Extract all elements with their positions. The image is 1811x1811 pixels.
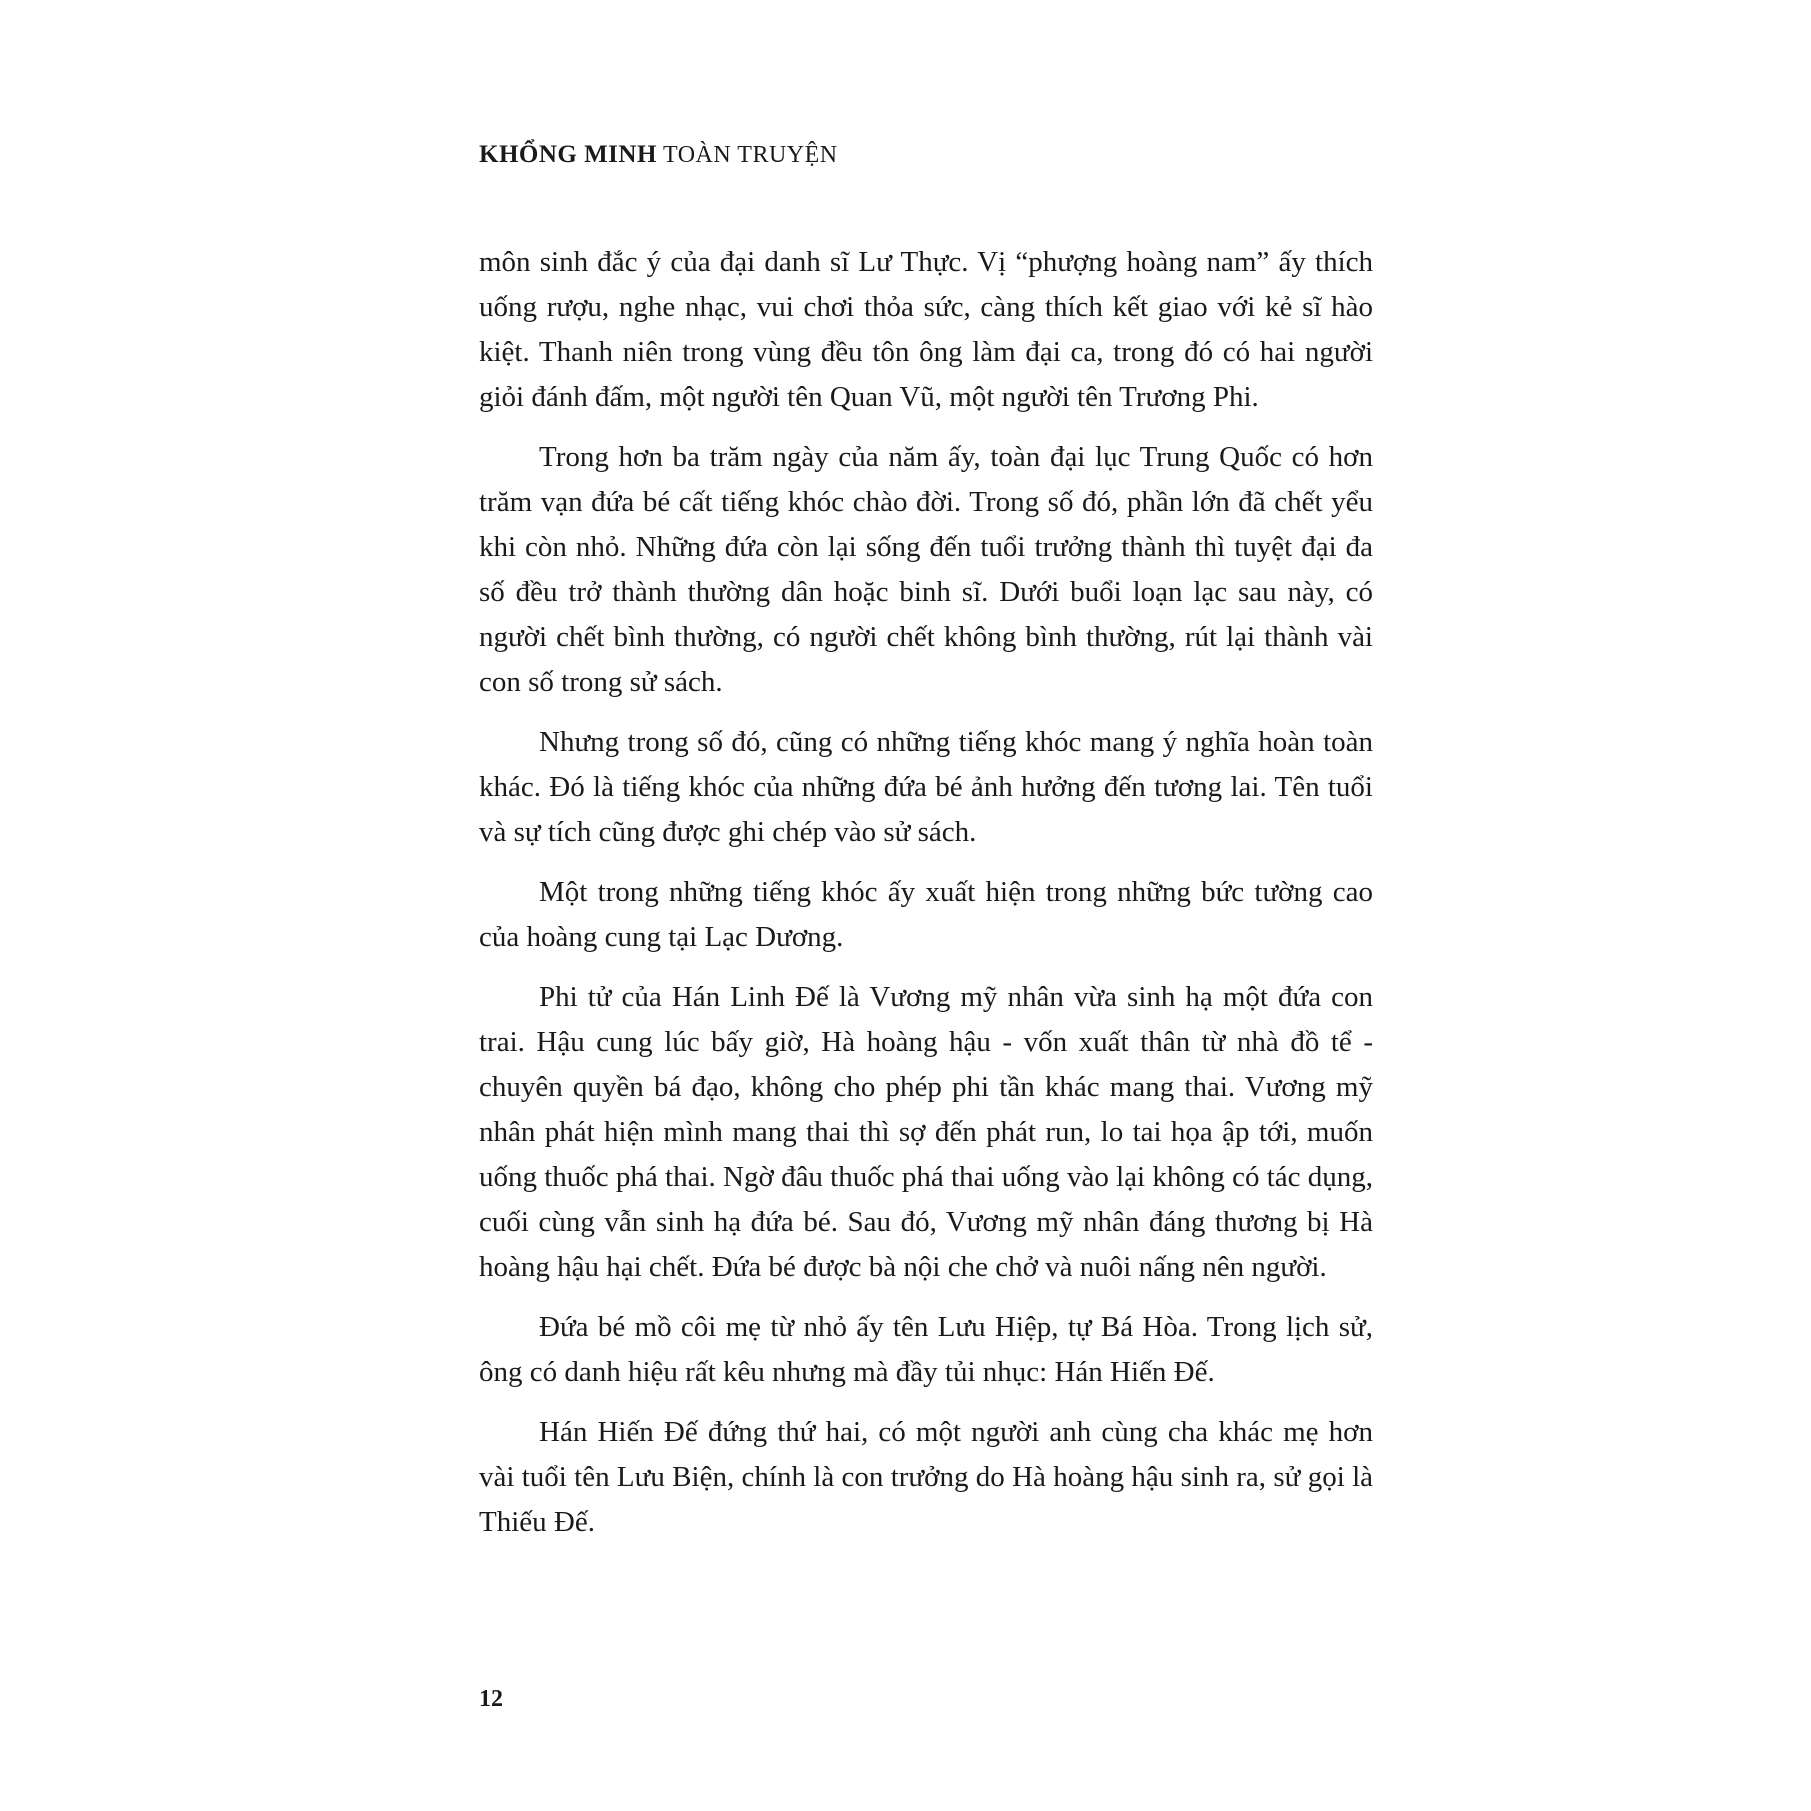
- running-head: [479, 140, 838, 170]
- paragraph-continued: môn sinh đắc ý của đại danh sĩ Lư Thực. Vị “phượng hoàng nam” ấy thích uống rượu, nghe nhạc, vui chơi thỏa sức, càng thích kết giao với kẻ sĩ hào kiệt. Thanh niên trong vùng đều tôn ông làm đại ca, trong đó có hai người giỏi đánh đấm, một người tên Quan Vũ, một người tên Trương Phi.: [479, 246, 1373, 413]
- paragraph: Hán Hiến Đế đứng thứ hai, có một người anh cùng cha khác mẹ hơn vài tuổi tên Lưu Biện, chính là con trưởng do Hà hoàng hậu sinh ra, sử gọi là Thiếu Đế.: [479, 1416, 1373, 1538]
- paragraph: Nhưng trong số đó, cũng có những tiếng khóc mang ý nghĩa hoàn toàn khác. Đó là tiếng khóc của những đứa bé ảnh hưởng đến tương lai. Tên tuổi và sự tích cũng được ghi chép vào sử sách.: [479, 726, 1373, 848]
- running-head-title: KHỔNG MINH: [479, 141, 657, 168]
- paragraph: Đứa bé mồ côi mẹ từ nhỏ ấy tên Lưu Hiệp, tự Bá Hòa. Trong lịch sử, ông có danh hiệu rất kêu nhưng mà đầy tủi nhục: Hán Hiến Đế.: [479, 1311, 1373, 1388]
- paragraph: Trong hơn ba trăm ngày của năm ấy, toàn đại lục Trung Quốc có hơn trăm vạn đứa bé cất tiếng khóc chào đời. Trong số đó, phần lớn đã chết yểu khi còn nhỏ. Những đứa còn lại sống đến tuổi trưởng thành thì tuyệt đại đa số đều trở thành thường dân hoặc binh sĩ. Dưới buổi loạn lạc sau này, có người chết bình thường, có người chết không bình thường, rút lại thành vài con số trong sử sách.: [479, 441, 1373, 698]
- paragraph: Một trong những tiếng khóc ấy xuất hiện trong những bức tường cao của hoàng cung tại Lạc Dương.: [479, 876, 1373, 953]
- paragraph: Phi tử của Hán Linh Đế là Vương mỹ nhân vừa sinh hạ một đứa con trai. Hậu cung lúc bấy giờ, Hà hoàng hậu - vốn xuất thân từ nhà đồ tể - chuyên quyền bá đạo, không cho phép phi tần khác mang thai. Vương mỹ nhân phát hiện mình mang thai thì sợ đến phát run, lo tai họa ập tới, muốn uống thuốc phá thai. Ngờ đâu thuốc phá thai uống vào lại không có tác dụng, cuối cùng vẫn sinh hạ đứa bé. Sau đó, Vương mỹ nhân đáng thương bị Hà hoàng hậu hại chết. Đứa bé được bà nội che chở và nuôi nấng nên người.: [479, 981, 1374, 1283]
- page-number: 12: [479, 1686, 503, 1712]
- body-text: [479, 240, 1373, 1560]
- running-head-subtitle: TOÀN TRUYỆN: [663, 142, 838, 168]
